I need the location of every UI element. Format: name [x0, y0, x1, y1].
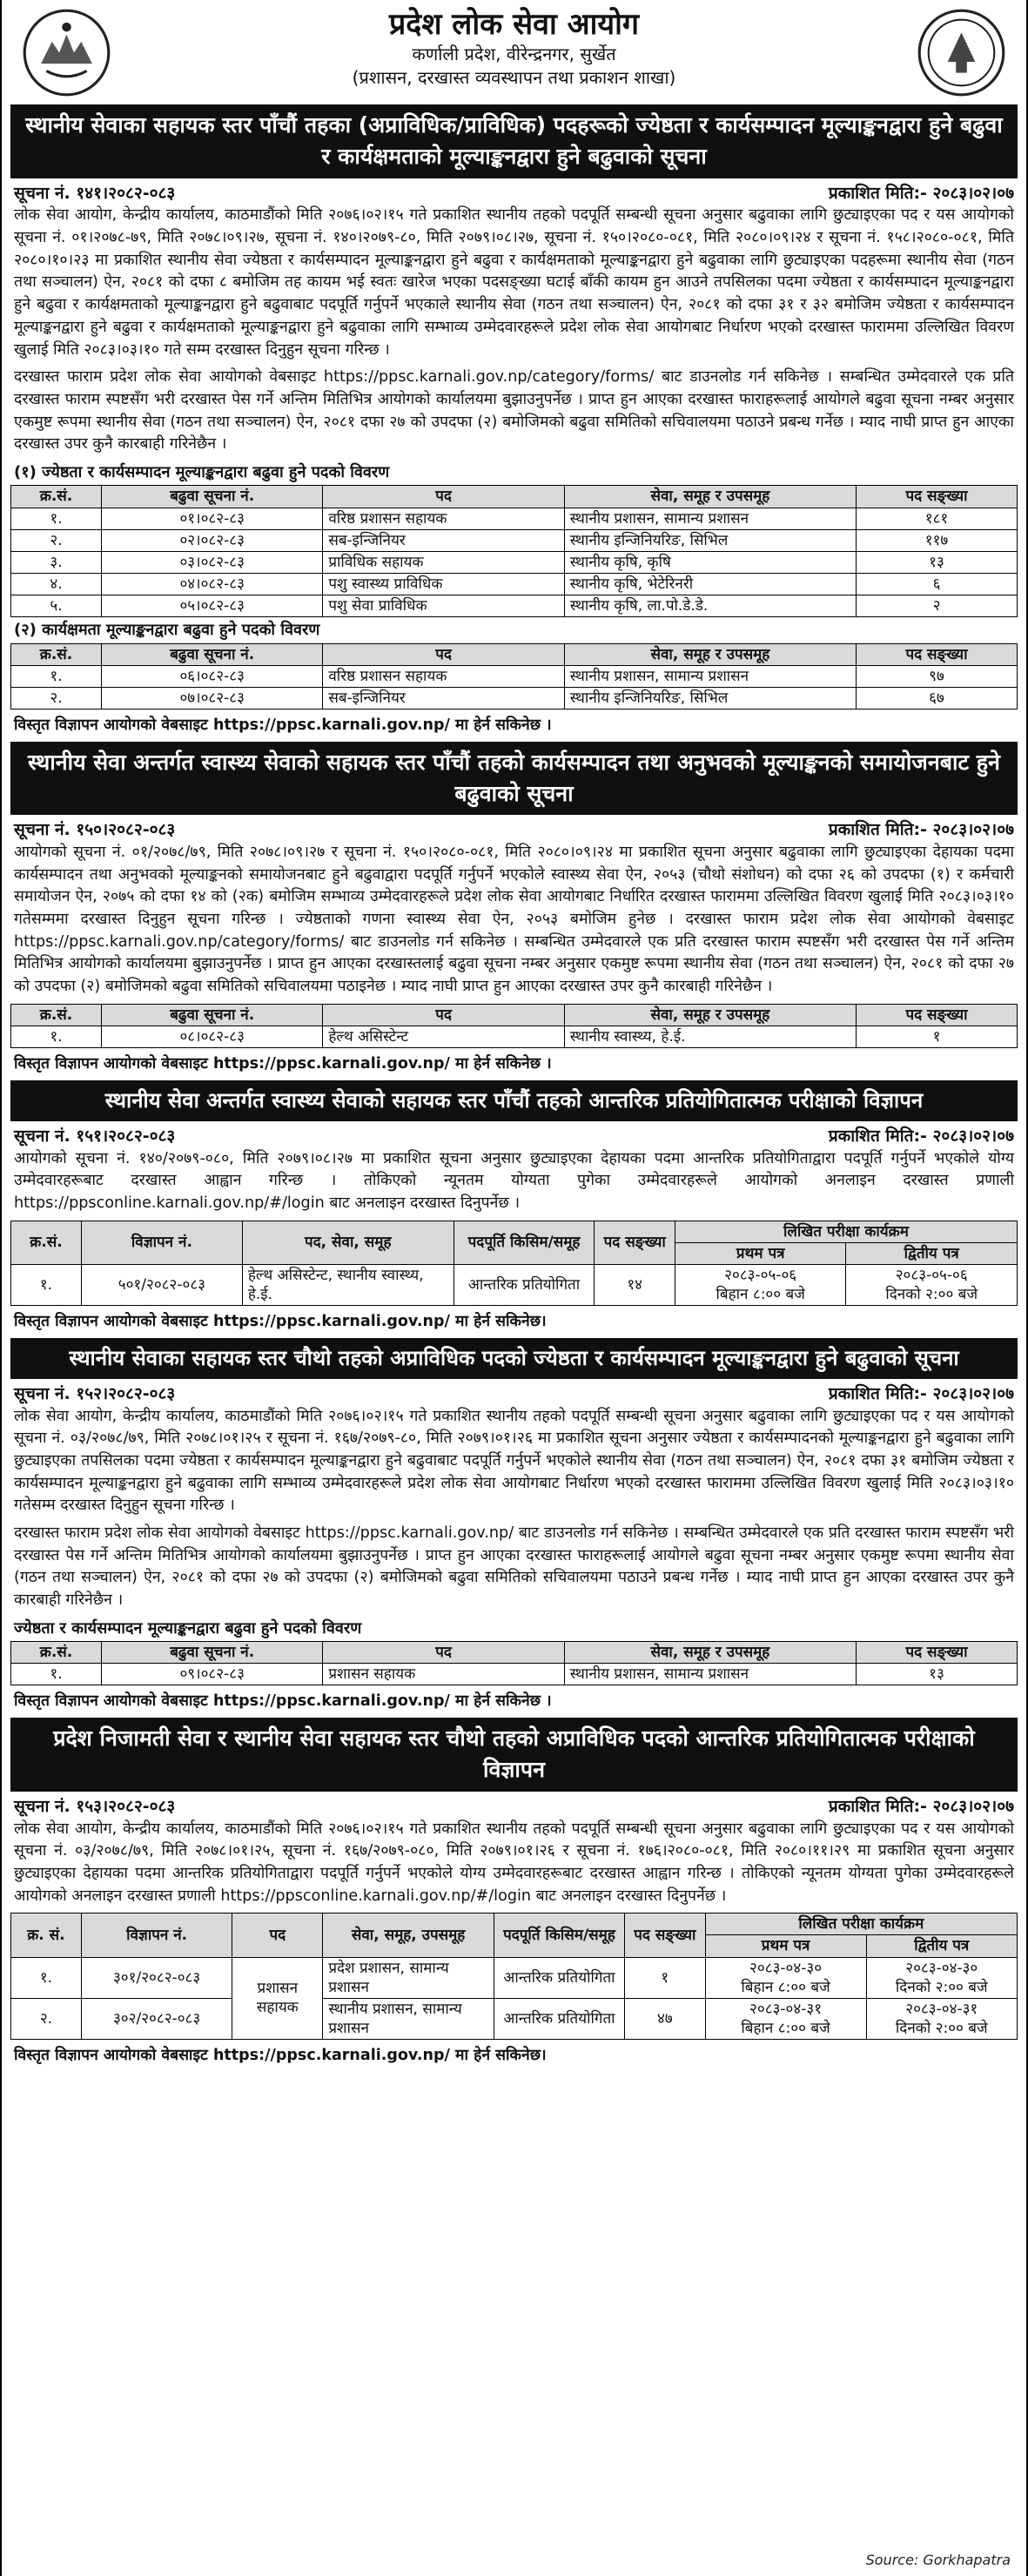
notice-title: स्थानीय सेवाका सहायक स्तर चौथो तहको अप्राविधिक पदको ज्येष्ठता र कार्यसम्पादन मूल्याङ्कनद्वारा हुने बढुवाको सूचना: [10, 1338, 1018, 1379]
notice-footer: विस्तृत विज्ञापन आयोगको वेबसाइट https://ppsc.karnali.gov.np/ मा हेर्न सकिनेछ ।: [14, 1692, 552, 1711]
notice-number: सूचना नं. १५१।२०८२-०८३: [14, 1126, 176, 1146]
notice-title: स्थानीय सेवा अन्तर्गत स्वास्थ्य सेवाको सहायक स्तर पाँचौं तहको आन्तरिक प्रतियोगितात्मक परीक्षाको विज्ञापन: [10, 1080, 1018, 1121]
col-sn: क्र.सं.: [11, 1004, 102, 1026]
source-credit: Source: Gorkhapatra: [865, 2552, 1011, 2569]
notice-body: आयोगको सूचना नं. १४०/२०७९-०८०, मिति २०७९।०८।२७ मा प्रकाशित सूचना अनुसार छुट्याइएका देहायका पदमा आन्तरिक प्रतियोगिताद्वारा पदपूर्ति गर्नुपर्ने भएकोले योग्य उम्मेदवारहरूबाट दरखास्त आह्वान गरिन्छ । तोकिएको न्यूनतम योग्यता पुगेका उम्मेदवारहरूले आयोगको अनलाइन दरखास्त प्रणाली https://ppsconline.karnali.gov.np/#/login बाट अनलाइन दरखास्त दिनुपर्नेछ ।: [14, 1149, 1014, 1212]
col-sn: क्र. सं.: [11, 1914, 82, 1957]
col-count: पद सङ्ख्या: [857, 1004, 1018, 1026]
health-exam-table: [10, 1221, 1018, 1306]
notice-150: [10, 742, 1018, 1080]
seniority-table: [10, 485, 1018, 617]
notice-meta: [10, 1379, 1018, 1406]
col-sn: क्र.सं.: [11, 1642, 102, 1664]
notice-footer: विस्तृत विज्ञापन आयोगको वेबसाइट https://ppsc.karnali.gov.np/ मा हेर्न सकिनेछ।: [14, 1313, 547, 1330]
notice-body: लोक सेवा आयोग, केन्द्रीय कार्यालय, काठमाडौंको मिति २०७६।०२।१५ गते प्रकाशित स्थानीय तहको पदपूर्ति सम्बन्धी सूचना अनुसार बढुवाका लागि छुट्याइएका पद र यस आयोगको सूचना नं. ०३/२०७८/७९, मिति २०७८।०१।२५ र सूचना नं. १६७/२०७९-८०, मिति २०७९।०१।२६ मा प्रकाशित सूचना अनुसार ज्येष्ठता र कार्यसम्पादनको मूल्याङ्कनद्वारा हुने बढुवाका लागि छुट्याइएका तपसिलका पदमा ज्येष्ठता र कार्यसम्पादन मूल्याङ्कनद्वारा हुने बढुवाबाट पदपूर्ति गर्नुपर्ने भएकोले स्थानीय सेवा (गठन तथा सञ्चालन) ऐन, २०८१ दफा ३१ बमोजिम ज्येष्ठता र कार्यसम्पादन मूल्याङ्कनद्वारा हुने बढुवाका लागि सम्भाव्य उम्मेदवारहरूले प्रदेश लोक सेवा आयोगबाट निर्धारण भएको दरखास्त फाराममा उल्लिखित विवरण खुलाई मिति २०८३।०३।१० गतेसम्म दरखास्त दिनुहुन सूचना गरिन्छ ।: [14, 1407, 1014, 1515]
table-row: १. ०८।०८२-८३ हेल्थ असिस्टेन्ट स्थानीय स्वास्थ्य, हे.ई. १: [11, 1026, 1018, 1047]
notice-152: [10, 1338, 1018, 1718]
notice-meta: [10, 1121, 1018, 1148]
org-address: कर्णाली प्रदेश, वीरेन्द्रनगर, सुर्खेत: [412, 43, 616, 64]
col-schedule: लिखित परीक्षा कार्यक्रम: [675, 1221, 1017, 1242]
col-post: पद: [323, 1004, 564, 1026]
col-paper1: प्रथम पत्र: [675, 1242, 846, 1264]
notice-number: सूचना नं. १५०।२०८२-०८३: [14, 820, 176, 840]
notice-meta: [10, 1792, 1018, 1819]
published-date: प्रकाशित मिति:- २०८३।०२।०७: [828, 183, 1014, 203]
notice-body: आयोगको सूचना नं. ०१/२०७८/७९, मिति २०७८।०९।२७ र सूचना नं. १५०।२०८०-०८१, मिति २०८०।०९।२४ मा प्रकाशित सूचना अनुसार बढुवाका लागि छुट्याइएका देहायका पदमा कार्यसम्पादन तथा अनुभवको मूल्याङ्कनको समायोजनबाट हुने बढुवाद्वारा पदपूर्ति गर्नुपर्ने भएकोले स्वास्थ्य सेवा ऐन, २०५३ (चौथो संशोधन) को दफा २६ को उपदफा (१) र कर्मचारी समायोजन ऐन, २०७५ को दफा १४ को (२क) बमोजिम सम्भाव्य उम्मेदवारहरूले प्रदेश लोक सेवा आयोगबाट निर्धारित दरखास्त फाराममा उल्लिखित विवरण खुलाई मिति २०८३।०३।१० गतेसम्ममा दरखास्त दिनुहुन सूचना गरिन्छ । ज्येष्ठताको गणना स्वास्थ्य सेवा ऐन, २०५३ बमोजिम हुनेछ । दरखास्त फाराम प्रदेश लोक सेवा आयोगको वेबसाइट https://ppsc.karnali.gov.np/category/forms/ बाट डाउनलोड गर्न सकिनेछ । सम्बन्धित उम्मेदवारले एक प्रति दरखास्त फाराम स्पष्टसँग भरी दरखास्त पेस गर्ने अन्तिम मितिभित्र आयोगको कार्यालयमा बुझाउनुपर्नेछ । प्राप्त हुन आएका दरखास्तलाई बढुवा सूचना नम्बर अनुसार एकमुष्ट रूपमा स्थानीय सेवा (गठन तथा सञ्चालन) ऐन, २०८१ को दफा २७ को उपदफा (२) बमोजिमको बढुवा समितिको सचिवालयमा पठाइनेछ । म्याद नाघी प्राप्त हुन आएका दरखास्त उपर कुनै कारबाही गरिनेछैन ।: [14, 844, 1014, 996]
notice-meta: [10, 815, 1018, 842]
notice-footer: विस्तृत विज्ञापन आयोगको वेबसाइट https://ppsc.karnali.gov.np/ मा हेर्न सकिनेछ ।: [14, 716, 552, 734]
table-title: (१) ज्येष्ठता र कार्यसम्पादन मूल्याङ्कनद्वारा बढुवा हुने पदको विवरण: [14, 462, 390, 481]
table-title: ज्येष्ठता र कार्यसम्पादन मूल्याङ्कनद्वारा बढुवा हुने पदको विवरण: [14, 1618, 362, 1638]
table-row: १. ०६।०८२-८३ वरिष्ठ प्रशासन सहायक स्थानीय प्रशासन, सामान्य प्रशासन ९७: [11, 665, 1018, 687]
table-row: ५. ०५।०८२-८३ पशु सेवा प्राविधिक स्थानीय कृषि, ला.पो.डे.डे. २: [11, 595, 1018, 616]
col-paper1: प्रथम पत्र: [705, 1935, 866, 1957]
col-count: पद सङ्ख्या: [625, 1914, 705, 1957]
table-row: २. ०७।०८२-८३ सब-इन्जिनियर स्थानीय इन्जिनियरिङ, सिभिल ६७: [11, 687, 1018, 709]
notice-number: सूचना नं. १५२।२०८२-०८३: [14, 1383, 176, 1403]
col-post: पद, सेवा, समूह: [242, 1221, 454, 1264]
notice-title: स्थानीय सेवा अन्तर्गत स्वास्थ्य सेवाको सहायक स्तर पाँचौं तहको कार्यसम्पादन तथा अनुभवको मूल्याङ्कनको समायोजनबाट हुने बढुवाको सूचना: [10, 742, 1018, 816]
table-row: १. ३०१/२०८२-०८३ प्रशासन सहायक प्रदेश प्रशासन, सामान्य प्रशासन आन्तरिक प्रतियोगिता १ २०८३-०४-३० बिहान ८:०० बजे २०८३-०४-३० दिनको २:०० बजे: [11, 1957, 1018, 1998]
notice-body-2: दरखास्त फाराम प्रदेश लोक सेवा आयोगको वेबसाइट https://ppsc.karnali.gov.np/ बाट डाउनलोड गर्न सकिनेछ । सम्बन्धित उम्मेदवारले एक प्रति दरखास्त फाराम स्पष्टसँग भरी दरखास्त पेस गर्ने अन्तिम मितिभित्र आयोगको कार्यालयमा बुझाउनुपर्नेछ । प्राप्त हुन आएका दरखास्त फाराहरूलाई आयोगले बढुवा सूचना नम्बर अनुसार एकमुष्ट रूपमा स्थानीय सेवा (गठन तथा सञ्चालन) ऐन, २०८१ को दफा २७ को उपदफा (२) बमोजिमको बढुवा समितिको सचिवालयमा पठाउने प्रबन्ध गर्नेछ । म्याद नाघी प्राप्त हुन आएका दरखास्त उपर कुनै कारबाही गरिनेछैन ।: [14, 1523, 1014, 1609]
notice-141: [10, 104, 1018, 742]
col-type: पदपूर्ति किसिम/समूह: [454, 1221, 595, 1264]
col-service: सेवा, समूह र उपसमूह: [564, 1642, 856, 1664]
col-promo-no: बढुवा सूचना नं.: [102, 1642, 323, 1664]
notice-153: [10, 1718, 1018, 2072]
org-header: [10, 0, 1018, 104]
col-adv-no: विज्ञापन नं.: [81, 1914, 232, 1957]
admin-exam-table: [10, 1913, 1018, 2040]
col-count: पद सङ्ख्या: [857, 1642, 1018, 1664]
col-sn: क्र.सं.: [11, 486, 102, 508]
table-row: १. ०९।०८२-८३ प्रशासन सहायक स्थानीय प्रशासन, सामान्य प्रशासन १३: [11, 1664, 1018, 1685]
nepal-emblem-icon: [21, 7, 112, 98]
col-service: सेवा, समूह र उपसमूह: [564, 643, 856, 665]
col-schedule: लिखित परीक्षा कार्यक्रम: [705, 1914, 1017, 1935]
notice-number: सूचना नं. १५३।२०८२-०८३: [14, 1796, 176, 1816]
notice-title: स्थानीय सेवाका सहायक स्तर पाँचौं तहका (अप्राविधिक/प्राविधिक) पदहरूको ज्येष्ठता र कार्यसम्पादन मूल्याङ्कनद्वारा हुने बढुवा र कार्यक्षमताको मूल्याङ्कनद्वारा हुने बढुवाको सूचना: [10, 104, 1018, 178]
col-paper2: द्वितीय पत्र: [866, 1935, 1017, 1957]
col-service: सेवा, समूह, उपसमूह: [323, 1914, 494, 1957]
notice-151: [10, 1080, 1018, 1338]
notice-body: लोक सेवा आयोग, केन्द्रीय कार्यालय, काठमाडौंको मिति २०७६।०२।१५ गते प्रकाशित स्थानीय तहको पदपूर्ति सम्बन्धी सूचना अनुसार बढुवाका लागि छुट्याइएका पद र यस आयोगको सूचना नं. ०१।२०७८-७९, मिति २०७८।०९।२७, सूचना नं. १४०।२०७९-८०, मिति २०७९।०८।२७, सूचना नं. १५०।२०८०-०८१, मिति २०८०।०९।२४ र सूचना नं. १५८।२०८०-०८१, मिति २०८०।१०।२३ मा प्रकाशित स्थानीय सेवा ज्येष्ठता र कार्यसम्पादन मूल्याङ्कनद्वारा हुने बढुवा र कार्यक्षमताको मूल्याङ्कनद्वारा हुने बढुवाका लागि छुट्याइएका पदहरूमा स्थानीय सेवा (गठन तथा सञ्चालन) ऐन, २०८१ को दफा ८ बमोजिम तह कायम भई स्वतः खारेज भएका पदसङ्ख्या घटाई बाँकी कायम हुन आउने तपसिलका पदमा ज्येष्ठता र कार्यसम्पादन मूल्याङ्कनद्वारा हुने बढुवा र कार्यक्षमताको मूल्याङ्कनद्वारा हुने बढुवाबाट पदपूर्ति गर्नुपर्ने भएकाले स्थानीय सेवा (गठन तथा सञ्चालन) ऐन, २०८१ को दफा ३१ र ३२ बमोजिम ज्येष्ठता र कार्यसम्पादन मूल्याङ्कनद्वारा हुने बढुवा र कार्यक्षमताको मूल्याङ्कनद्वारा हुने बढुवाका लागि सम्भाव्य उम्मेदवारहरूले प्रदेश लोक सेवा आयोगबाट निर्धारण भएको दरखास्त फाराममा उल्लिखित विवरण खुलाई मिति २०८३।०३।१० गते सम्म दरखास्त दिनुहुन सूचना गरिन्छ ।: [14, 206, 1014, 359]
org-branch: (प्रशासन, दरखास्त व्यवस्थापन तथा प्रकाशन शाखा): [352, 66, 676, 88]
col-promo-no: बढुवा सूचना नं.: [102, 486, 323, 508]
published-date: प्रकाशित मिति:- २०८३।०२।०७: [828, 1383, 1014, 1403]
col-sn: क्र.सं.: [11, 643, 102, 665]
notice-body: लोक सेवा आयोग, केन्द्रीय कार्यालय, काठमाडौंको मिति २०७६।०२।१५ गते प्रकाशित स्थानीय तहको पदपूर्ति सम्बन्धी सूचना अनुसार बढुवाका लागि छुट्याइएका पद र यस आयोगको सूचना नं. ०३/२०७८/७९, मिति २०७८।०१।२५, सूचना नं. १६७/२०७९-०८०, मिति २०७९।०१।२६ र सूचना नं. १७६।२०८०-०८१, मिति २०८०।११।२९ मा प्रकाशित सूचना अनुसार छुट्याइएका देहायका पदमा आन्तरिक प्रतियोगिताद्वारा पदपूर्ति गर्नुपर्ने भएकोले योग्य उम्मेदवारहरूबाट दरखास्त आह्वान गरिन्छ । तोकिएको न्यूनतम योग्यता पुगेका उम्मेदवारहरूले आयोगको अनलाइन दरखास्त प्रणाली https://ppsconline.karnali.gov.np/#/login बाट अनलाइन दरखास्त दिनुपर्नेछ ।: [14, 1819, 1014, 1905]
col-post: पद: [232, 1914, 323, 1957]
health-promo-table: [10, 1004, 1018, 1048]
col-promo-no: बढुवा सूचना नं.: [102, 1004, 323, 1026]
published-date: प्रकाशित मिति:- २०८३।०२।०७: [828, 1796, 1014, 1816]
col-post: पद: [323, 1642, 564, 1664]
col-service: सेवा, समूह र उपसमूह: [564, 486, 856, 508]
table-row: ३. ०३।०८२-८३ प्राविधिक सहायक स्थानीय कृषि, कृषि १३: [11, 551, 1018, 573]
notice-number: सूचना नं. १४१।२०८२-०८३: [14, 183, 176, 203]
col-post: पद: [323, 486, 564, 508]
published-date: प्रकाशित मिति:- २०८३।०२।०७: [828, 1126, 1014, 1146]
table-row: १. ५०१/२०८२-०८३ हेल्थ असिस्टेन्ट, स्थानीय स्वास्थ्य, हे.ई. आन्तरिक प्रतियोगिता १४ २०८३-०५-०६ बिहान ८:०० बजे २०८३-०५-०६ दिनको २:०० बजे: [11, 1264, 1018, 1305]
table-row: २. ०२।०८२-८३ सब-इन्जिनियर स्थानीय इन्जिनियरिङ, सिभिल ११७: [11, 529, 1018, 551]
col-service: सेवा, समूह र उपसमूह: [564, 1004, 856, 1026]
col-count: पद सङ्ख्या: [857, 643, 1018, 665]
col-type: पदपूर्ति किसिम/समूह: [494, 1914, 624, 1957]
table-title: (२) कार्यक्षमता मूल्याङ्कनद्वारा बढुवा हुने पदको विवरण: [14, 620, 320, 639]
org-name: प्रदेश लोक सेवा आयोग: [388, 7, 640, 42]
table-row: २. ३०२/२०८२-०८३ स्थानीय प्रशासन, सामान्य प्रशासन आन्तरिक प्रतियोगिता ४७ २०८३-०४-३१ बिहान ८:०० बजे २०८३-०४-३१ दिनको २:०० बजे: [11, 1998, 1018, 2039]
admin-promo-table: [10, 1641, 1018, 1685]
shared-post: प्रशासन सहायक: [232, 1957, 323, 2039]
table-row: ४. ०४।०८२-८३ पशु स्वास्थ्य प्राविधिक स्थानीय कृषि, भेटेरिनरी ६: [11, 573, 1018, 595]
col-count: पद सङ्ख्या: [857, 486, 1018, 508]
col-adv-no: विज्ञापन नं.: [81, 1221, 242, 1264]
notice-meta: [10, 178, 1018, 205]
commission-seal-icon: [916, 7, 1007, 98]
published-date: प्रकाशित मिति:- २०८३।०२।०७: [828, 820, 1014, 840]
col-promo-no: बढुवा सूचना नं.: [102, 643, 323, 665]
notice-body-2: दरखास्त फाराम प्रदेश लोक सेवा आयोगको वेबसाइट https://ppsc.karnali.gov.np/category/forms/ बाट डाउनलोड गर्न सकिनेछ । सम्बन्धित उम्मेदवारले एक प्रति दरखास्त फाराम स्पष्टसँग भरी दरखास्त पेस गर्ने अन्तिम मितिभित्र आयोगको कार्यालयमा बुझाउनुपर्नेछ । प्राप्त हुन आएका दरखास्त फाराहरूलाई आयोगले बढुवा सूचना नम्बर अनुसार एकमुष्ट रूपमा स्थानीय सेवा (गठन तथा सञ्चालन) ऐन, २०८१ दफा २७ को उपदफा (२) बमोजिमको बढुवा समितिको सचिवालयमा पठाउने प्रबन्ध गर्नेछ । म्याद नाघी प्राप्त हुन आएका दरखास्त उपर कुनै कारबाही गरिनेछैन ।: [14, 368, 1014, 454]
col-count: पद सङ्ख्या: [595, 1221, 675, 1264]
notice-footer: विस्तृत विज्ञापन आयोगको वेबसाइट https://ppsc.karnali.gov.np/ मा हेर्न सकिनेछ।: [14, 2046, 547, 2064]
col-paper2: द्वितीय पत्र: [846, 1242, 1018, 1264]
col-post: पद: [323, 643, 564, 665]
efficiency-table: [10, 643, 1018, 710]
notice-title: प्रदेश निजामती सेवा र स्थानीय सेवा सहायक स्तर चौथो तहको अप्राविधिक पदको आन्तरिक प्रतियोगितात्मक परीक्षाको विज्ञापन: [10, 1718, 1018, 1792]
notice-footer: विस्तृत विज्ञापन आयोगको वेबसाइट https://ppsc.karnali.gov.np/ मा हेर्न सकिनेछ ।: [14, 1055, 552, 1073]
col-sn: क्र.सं.: [11, 1221, 82, 1264]
table-row: १. ०१।०८२-८३ वरिष्ठ प्रशासन सहायक स्थानीय प्रशासन, सामान्य प्रशासन १८१: [11, 508, 1018, 529]
